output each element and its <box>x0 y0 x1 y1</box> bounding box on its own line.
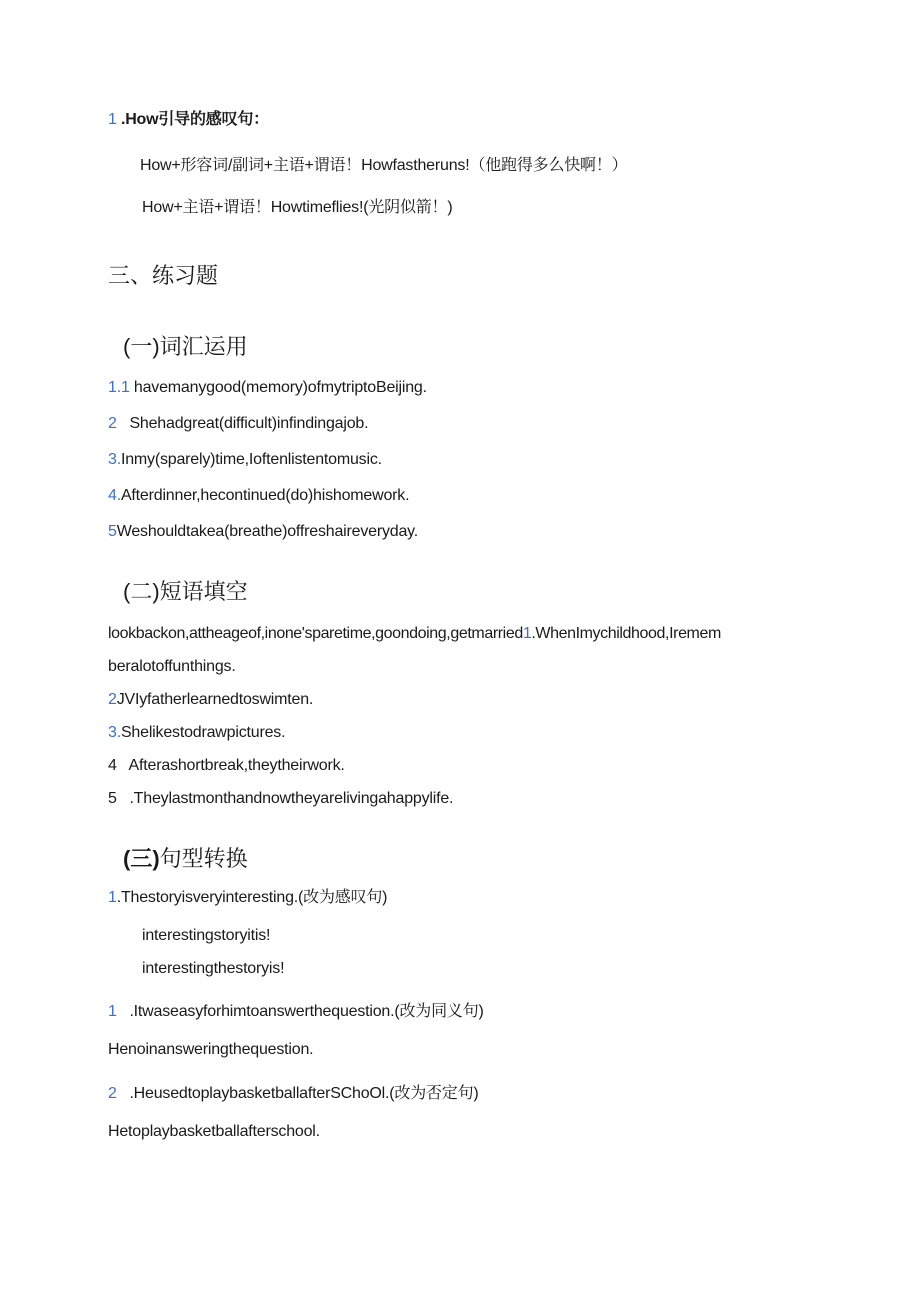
phrase-bank: lookbackon,attheageof,inone'sparetime,goondoing,getmarried <box>108 625 523 642</box>
part-heading: (二)短语填空 <box>123 579 248 604</box>
item-title-text: .How引导的感叹句： <box>116 111 269 128</box>
item-number: 1 <box>108 1003 117 1020</box>
answer-line: interestingstoryitis! <box>142 927 271 944</box>
exercise-item <box>108 888 387 908</box>
part-heading-mark: (三) <box>123 846 160 871</box>
item-text: JVIyfatherlearnedtoswimten. <box>116 691 314 708</box>
item-number: 2 <box>108 1085 117 1102</box>
exercise-item <box>108 723 285 743</box>
item-text: Afterdinner,hecontinued(do)hishomework. <box>120 487 410 504</box>
exercise-item <box>108 378 427 398</box>
item-number: 1.1 <box>108 379 130 396</box>
grammar-rule-line: How+主语+谓语！Howtimeflies!(光阴似箭！) <box>142 199 453 216</box>
exercise-item <box>108 789 453 809</box>
item-number: 4. <box>108 487 121 504</box>
part-heading-text: 句型转换 <box>159 846 248 871</box>
grammar-item-title <box>108 110 269 130</box>
exercise-item <box>108 450 382 470</box>
item-text: havemanygood(memory)ofmytriptoBeijing. <box>129 379 427 396</box>
item-number: 1 <box>108 111 117 128</box>
item-number: 3. <box>108 724 121 741</box>
answer-line: Henoinansweringthequestion. <box>108 1041 314 1058</box>
item-text: Weshouldtakea(breathe)offreshaireveryday. <box>116 523 419 540</box>
item-number: 1 <box>108 889 117 906</box>
exercise-item <box>108 486 409 506</box>
exercise-item <box>108 756 345 776</box>
exercise-item <box>108 1002 484 1022</box>
item-number: 4 <box>108 757 117 774</box>
item-number: 2 <box>108 691 117 708</box>
part-heading: (一)词汇运用 <box>123 334 248 359</box>
answer-line: Hetoplaybasketballafterschool. <box>108 1123 320 1140</box>
item-number: 5 <box>108 790 117 807</box>
section-heading: 三、练习题 <box>108 263 219 288</box>
exercise-item <box>108 690 313 710</box>
exercise-item <box>108 1084 479 1104</box>
item-number: 3. <box>108 451 121 468</box>
exercise-item <box>108 522 418 542</box>
part-heading <box>123 845 248 873</box>
grammar-rule-line: How+形容词/副词+主语+谓语！Howfastheruns!（他跑得多么快啊！） <box>140 157 628 174</box>
item-continuation: beralotoffunthings. <box>108 658 236 675</box>
item-text: .HeusedtoplaybasketballafterSChoOl.(改为否定句) <box>116 1085 479 1102</box>
phrase-bank-line <box>108 624 721 644</box>
item-text: .Theylastmonthandnowtheyarelivingahappylife. <box>116 790 454 807</box>
item-text: Afterashortbreak,theytheirwork. <box>116 757 345 774</box>
item-text: .WhenImychildhood,Iremem <box>531 625 721 642</box>
item-text: .Itwaseasyforhimtoanswerthequestion.(改为同义句) <box>116 1003 484 1020</box>
item-text: Shelikestodrawpictures. <box>120 724 286 741</box>
answer-line: interestingthestoryis! <box>142 960 285 977</box>
item-number: 5 <box>108 523 117 540</box>
item-number: 1 <box>522 625 532 642</box>
item-text: .Thestoryisveryinteresting.(改为感叹句) <box>116 889 388 906</box>
item-text: Shehadgreat(difficult)infindingajob. <box>116 415 369 432</box>
exercise-item <box>108 414 368 434</box>
item-text: Inmy(sparely)time,Ioftenlistentomusic. <box>120 451 382 468</box>
item-number: 2 <box>108 415 117 432</box>
